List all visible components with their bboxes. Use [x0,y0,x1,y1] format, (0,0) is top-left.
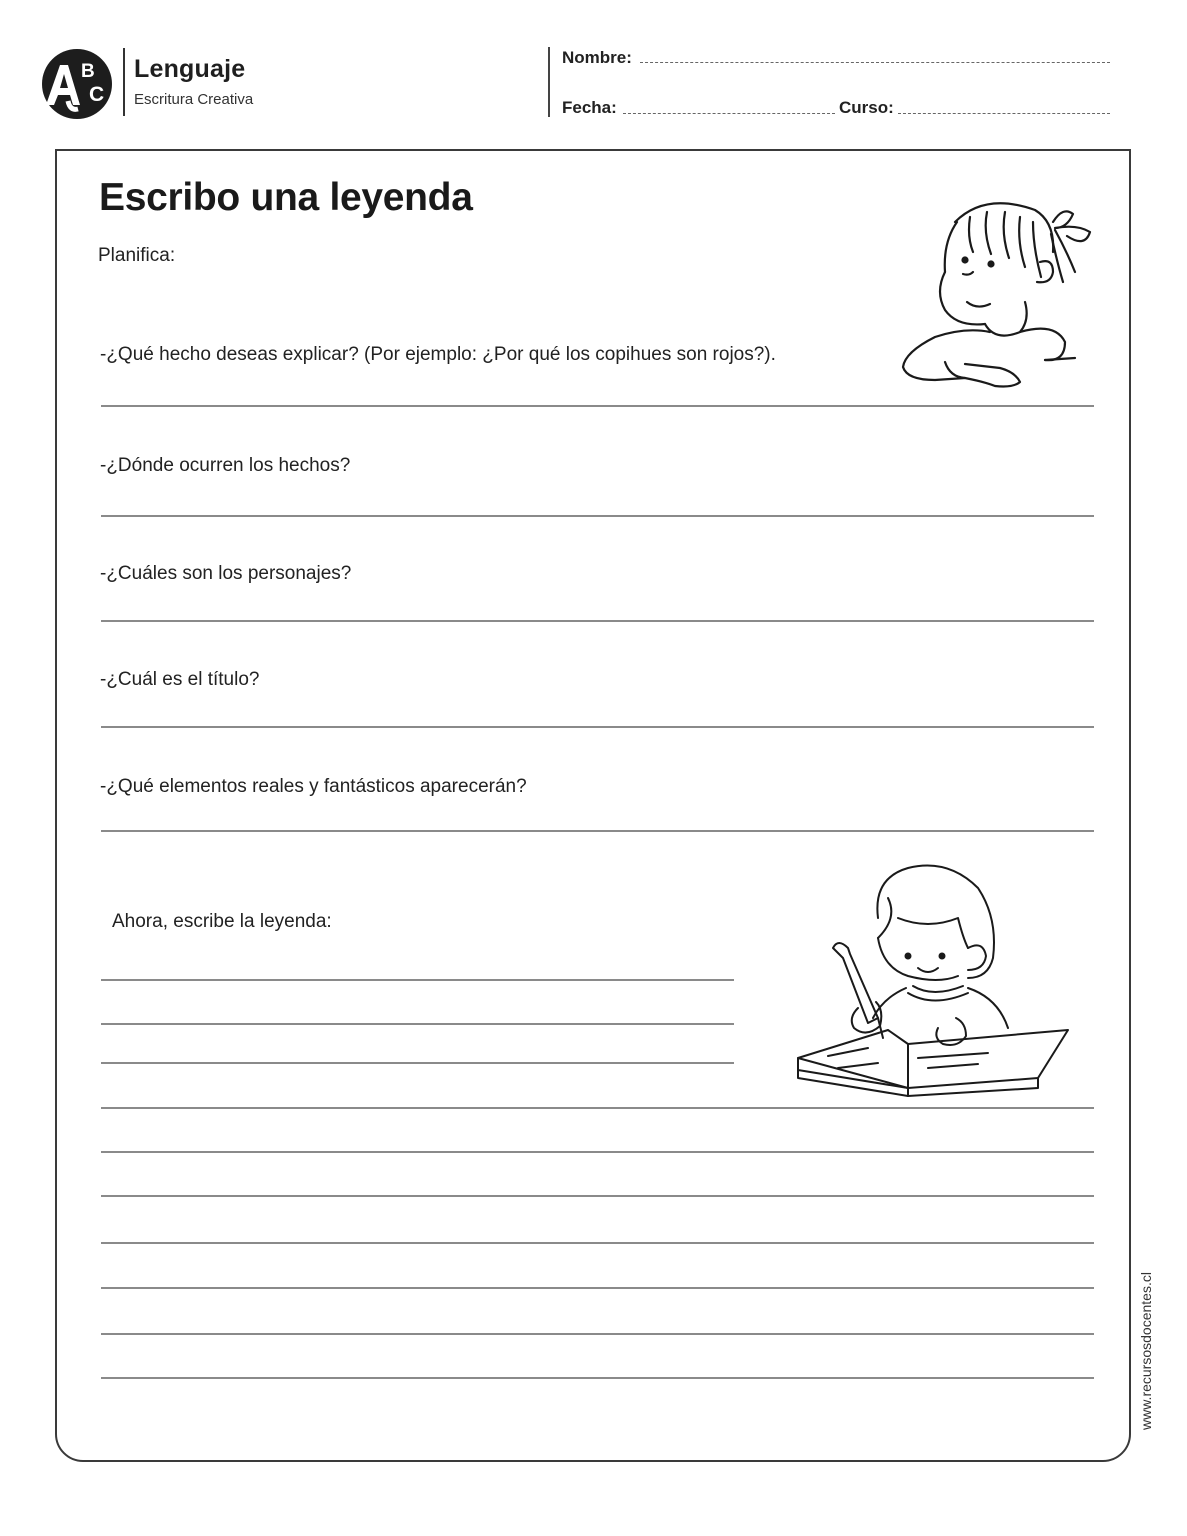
name-field[interactable] [640,62,1110,63]
svg-text:C: C [89,83,105,106]
course-field[interactable] [898,113,1110,114]
writing-line-10[interactable] [101,1377,1094,1379]
writing-line-9[interactable] [101,1333,1094,1335]
writing-boy-illustration [788,858,1073,1106]
brand-divider [123,48,125,116]
question-1: -¿Qué hecho deseas explicar? (Por ejemplo: ¿Por qué los copihues son rojos?). [100,344,776,365]
writing-line-4[interactable] [101,1107,1094,1109]
writing-line-6[interactable] [101,1195,1094,1197]
answer-line-2[interactable] [101,515,1094,517]
footer-url: www.recursosdocentes.cl [1138,1272,1154,1430]
svg-text:B: B [81,61,95,82]
question-2: -¿Dónde ocurren los hechos? [100,455,351,476]
writing-line-7[interactable] [101,1242,1094,1244]
answer-line-5[interactable] [101,830,1094,832]
answer-line-4[interactable] [101,726,1094,728]
writing-line-5[interactable] [101,1151,1094,1153]
worksheet-title: Escribo una leyenda [99,176,473,219]
course-label: Curso: [839,98,894,117]
name-label: Nombre: [562,48,632,67]
abc-logo-icon [40,49,114,119]
write-prompt: Ahora, escribe la leyenda: [112,911,332,932]
plan-label: Planifica: [98,245,176,266]
question-3: -¿Cuáles son los personajes? [100,563,352,584]
question-4: -¿Cuál es el título? [100,669,260,690]
date-field[interactable] [623,113,835,114]
writing-line-8[interactable] [101,1287,1094,1289]
header-divider [548,47,550,117]
writing-line-1[interactable] [101,979,734,981]
date-label: Fecha: [562,98,617,117]
answer-line-1[interactable] [101,405,1094,407]
subject-subtitle: Escritura Creativa [134,91,254,108]
thinking-girl-illustration [895,192,1100,392]
question-5: -¿Qué elementos reales y fantásticos aparecerán? [100,776,527,797]
answer-line-3[interactable] [101,620,1094,622]
writing-line-2[interactable] [101,1023,734,1025]
subject-title: Lenguaje [134,55,246,83]
writing-line-3[interactable] [101,1062,734,1064]
